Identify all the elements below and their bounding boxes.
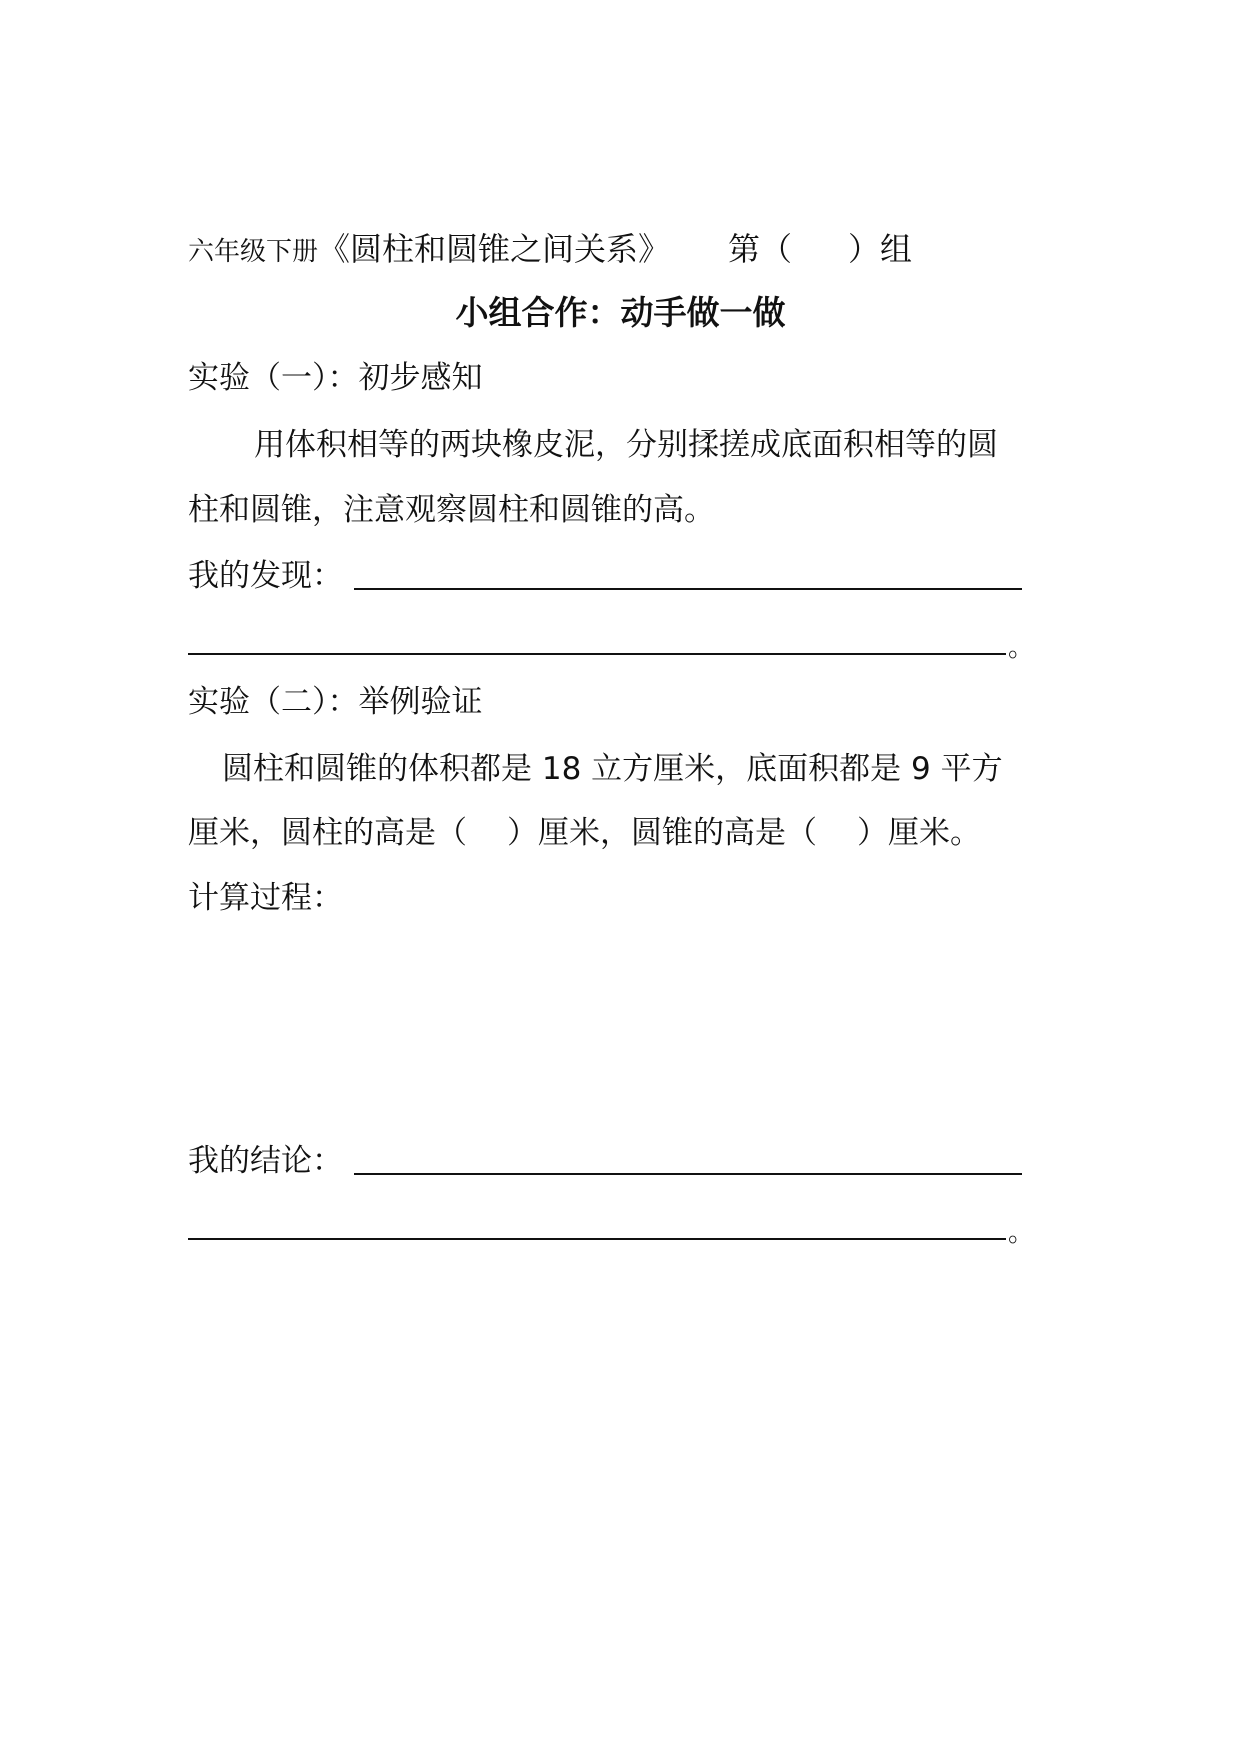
experiment2-body-line2	[188, 813, 981, 853]
page-title: 小组合作：动手做一做	[455, 293, 786, 332]
finding-answer-line-1[interactable]	[354, 588, 1022, 590]
conclusion-label: 我的结论：	[188, 1143, 343, 1179]
question-text-b: ）厘米，圆锥的高是（	[507, 815, 817, 851]
grade-label: 六年级下册	[188, 237, 319, 267]
finding-answer-line-2[interactable]	[188, 653, 1006, 655]
finding-end-mark: 。	[1008, 633, 1035, 663]
finding-label: 我的发现：	[188, 558, 343, 594]
conclusion-end-mark: 。	[1008, 1218, 1035, 1248]
conclusion-answer-line-2[interactable]	[188, 1238, 1006, 1240]
conclusion-answer-line-1[interactable]	[354, 1173, 1022, 1175]
experiment1-heading: 实验（一）：初步感知	[188, 360, 483, 396]
calc-work-area[interactable]	[188, 925, 1018, 1135]
experiment1-body-line1: 用体积相等的两块橡皮泥，分别揉搓成底面积相等的圆	[254, 427, 998, 463]
question-text-a: 厘米，圆柱的高是（	[188, 815, 467, 851]
worksheet-header	[188, 229, 912, 272]
experiment2-heading: 实验（二）：举例验证	[188, 684, 483, 720]
group-prefix: 第（	[728, 230, 793, 268]
experiment1-body-line2: 柱和圆锥，注意观察圆柱和圆锥的高。	[188, 492, 715, 528]
question-text-c: ）厘米。	[857, 815, 981, 851]
experiment2-body-line1: 圆柱和圆锥的体积都是 18 立方厘米，底面积都是 9 平方	[222, 751, 1003, 787]
group-suffix: ）组	[848, 230, 913, 268]
calc-label: 计算过程：	[188, 880, 343, 916]
lesson-title: 《圆柱和圆锥之间关系》	[318, 230, 671, 268]
